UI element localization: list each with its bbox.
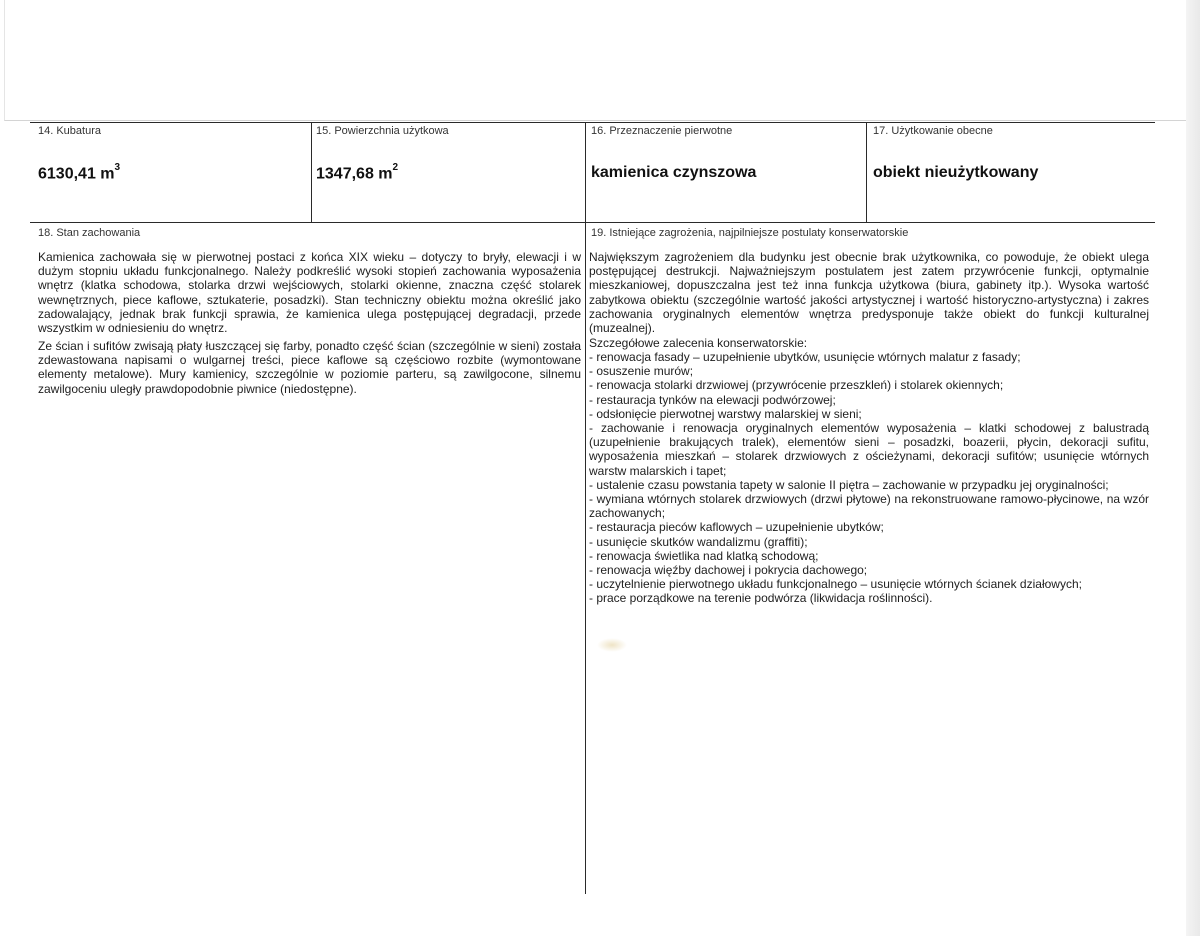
zalecenie-item: - wymiana wtórnych stolarek drzwiowych (drzwi płytowe) na rekonstruowane ramowo-płycinowe, na wzór zachowanych; [589, 492, 1149, 521]
zagrozenia-intro: Największym zagrożeniem dla budynku jest obecnie brak użytkownika, co powoduje, że obiekt ulega postępującej destrukcji. Najważniejszym postulatem jest zatem przywrócenie funkcji, optymalnie mieszkaniowej, dopuszczalna jest też inna funkcja użytkowa (biura, gabinety itp.). Wysoka wartość zabytkowa obiektu (szczególnie wartość jakości artystycznej i wartość historyczno-artystyczna) i zakres zachowania oryginalnych elementów wnętrza predysponuje także obiekt do funkcji kulturalnej (muzealnej). [589, 250, 1149, 336]
field-label: 15. Powierzchnia użytkowa [316, 125, 449, 137]
zalecenia-title: Szczegółowe zalecenia konserwatorskie: [589, 336, 808, 350]
paper-stain [597, 638, 627, 652]
zalecenie-item: - renowacja więźby dachowej i pokrycia dachowego; [589, 563, 868, 578]
field-value: 6130,41 $m^3$ [38, 162, 121, 183]
divider-14-15 [311, 122, 312, 222]
field-label: 14. Kubatura [38, 125, 101, 137]
divider-main [585, 122, 586, 894]
zalecenie-item: - prace porządkowe na terenie podwórza (likwidacja roślinności). [589, 591, 933, 606]
zalecenie-item: - renowacja stolarki drzwiowej (przywrócenie przeszkleń) i stolarek okiennych; [589, 378, 1004, 393]
zalecenie-item: - uczytelnienie pierwotnego układu funkcjonalnego – usunięcie wtórnych ścianek działowych; [589, 577, 1082, 592]
stan-paragraph-2: Ze ścian i sufitów zwisają płaty łuszczącej się farby, ponadto część ścian (szczególnie w sieni) została zdewastowana napisami o wulgarnej treści, piece kaflowe są częściowo rozbite (wymontowane elementy metalowe). Mury kamienicy, szczególnie w poziomie parteru, są zawilgocone, silnemu zawilgoceniu uległy prawdopodobnie piwnice (niedostępne). [38, 339, 581, 396]
section-label: 18. Stan zachowania [38, 227, 141, 239]
zalecenie-item: - zachowanie i renowacja oryginalnych elementów wyposażenia – klatki schodowej z balustradą (uzupełnienie brakujących tralek), elementów sieni – posadzki, boazerii, płycin, dekoracji sufitu, wyposażenia mieszkań – stolarek drzwiowych z ościeżynami, dekoracji sufitów; usunięcie wtórnych warstw malarskich i tapet; [589, 421, 1149, 478]
zalecenie-item: - restauracja tynków na elewacji podwórzowej; [589, 392, 836, 407]
zalecenie-item: - ustalenie czasu powstania tapety w salonie II piętra – zachowanie w przypadku jej oryginalności; [589, 477, 1109, 492]
field-value: kamienica czynszowa [591, 164, 757, 181]
zalecenie-item: - renowacja fasady – uzupełnienie ubytków, usunięcie wtórnych malatur z fasady; [589, 350, 1021, 364]
blank-top-band [4, 0, 1197, 121]
stan-paragraph-1: Kamienica zachowała się w pierwotnej postaci z końca XIX wieku – dotyczy to bryły, elewacji i w dużym stopniu układu funkcjonalnego. Należy podkreślić wysoki stopień zachowania wyposażenia wnętrz (klatka schodowa, stolarka drzwi wejściowych, stolarki okienne, znaczna część stolarek wewnętrznych, piece kaflowe, sztukaterie, posadzki). Stan techniczny obiektu można określić jako zadowalający, jednak brak funkcji sprawia, że kamienica ulega postępującej degradacji, przede wszystkim w odniesieniu do wnętrz. [38, 250, 581, 336]
zalecenie-item: - renowacja świetlika nad klatką schodową; [589, 548, 819, 563]
zalecenie-item: - usunięcie skutków wandalizmu (graffiti); [589, 534, 808, 549]
divider-16-17 [866, 122, 867, 222]
section-label: 19. Istniejące zagrożenia, najpilniejsze postulaty konserwatorskie [591, 227, 909, 239]
page-edge-shadow [1186, 0, 1200, 936]
top-rule [30, 122, 1155, 123]
zalecenie-item: - odsłonięcie pierwotnej warstwy malarskiej w sieni; [589, 406, 862, 421]
zalecenie-item: - restauracja pieców kaflowych – uzupełnienie ubytków; [589, 520, 884, 535]
zalecenia-list [589, 350, 1149, 606]
zalecenie-item: - osuszenie murów; [589, 364, 694, 379]
field-value: obiekt nieużytkowany [873, 164, 1039, 181]
field-label: 17. Użytkowanie obecne [873, 125, 993, 137]
middle-rule [30, 222, 1155, 223]
field-label: 16. Przeznaczenie pierwotne [591, 125, 733, 137]
field-value: 1347,68 $m^2$ [316, 162, 399, 183]
